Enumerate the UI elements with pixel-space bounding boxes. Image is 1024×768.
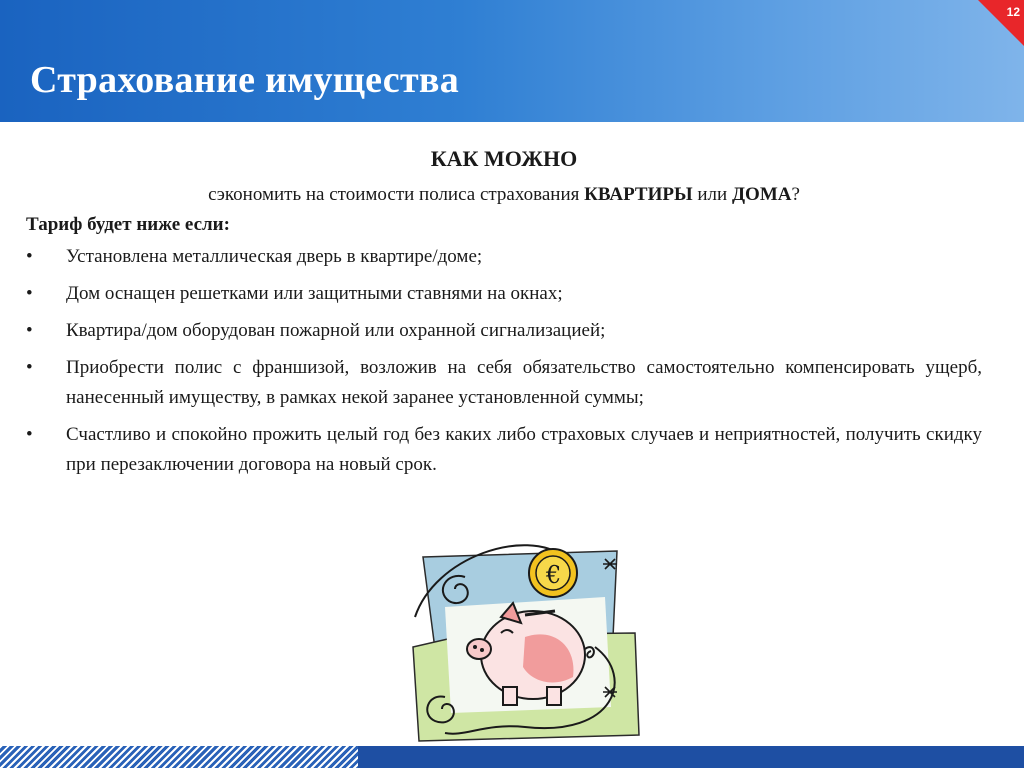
list-item: • Приобрести полис с франшизой, возложив на себя обязательство самостоятельно компенсировать ущерб, нанесенный имуществу, в рамках некой заранее установленной суммы; xyxy=(26,353,982,413)
list-item: • Счастливо и спокойно прожить целый год без каких либо страховых случаев и неприятностей, получить скидку при перезаключении договора на новый срок. xyxy=(26,420,982,480)
slide-header xyxy=(0,0,1024,122)
content-heading: КАК МОЖНО xyxy=(430,146,578,171)
subheading-bold-apartment: КВАРТИРЫ xyxy=(584,184,693,205)
svg-text:€: € xyxy=(546,561,562,589)
slide-content xyxy=(26,136,982,487)
slide-footer-pattern xyxy=(0,746,358,768)
subheading-prefix: сэкономить на стоимости полиса страхования xyxy=(208,184,585,205)
subheading-middle: или xyxy=(692,184,732,205)
list-item: • Установлена металлическая дверь в квартире/доме; xyxy=(26,242,982,272)
content-subheading xyxy=(26,184,982,206)
piggy-bank-euro-icon xyxy=(405,537,645,745)
tariff-label: Тариф будет ниже если: xyxy=(26,214,230,235)
subheading-bold-house: ДОМА xyxy=(731,184,792,205)
bullet-list xyxy=(26,242,982,480)
subheading-suffix: ? xyxy=(791,184,800,205)
list-item: • Квартира/дом оборудован пожарной или охранной сигнализацией; xyxy=(26,316,982,346)
page-number: 12 xyxy=(1006,5,1020,19)
list-item: • Дом оснащен решетками или защитными ставнями на окнах; xyxy=(26,279,982,309)
slide-title: Страхование имущества xyxy=(30,59,460,101)
